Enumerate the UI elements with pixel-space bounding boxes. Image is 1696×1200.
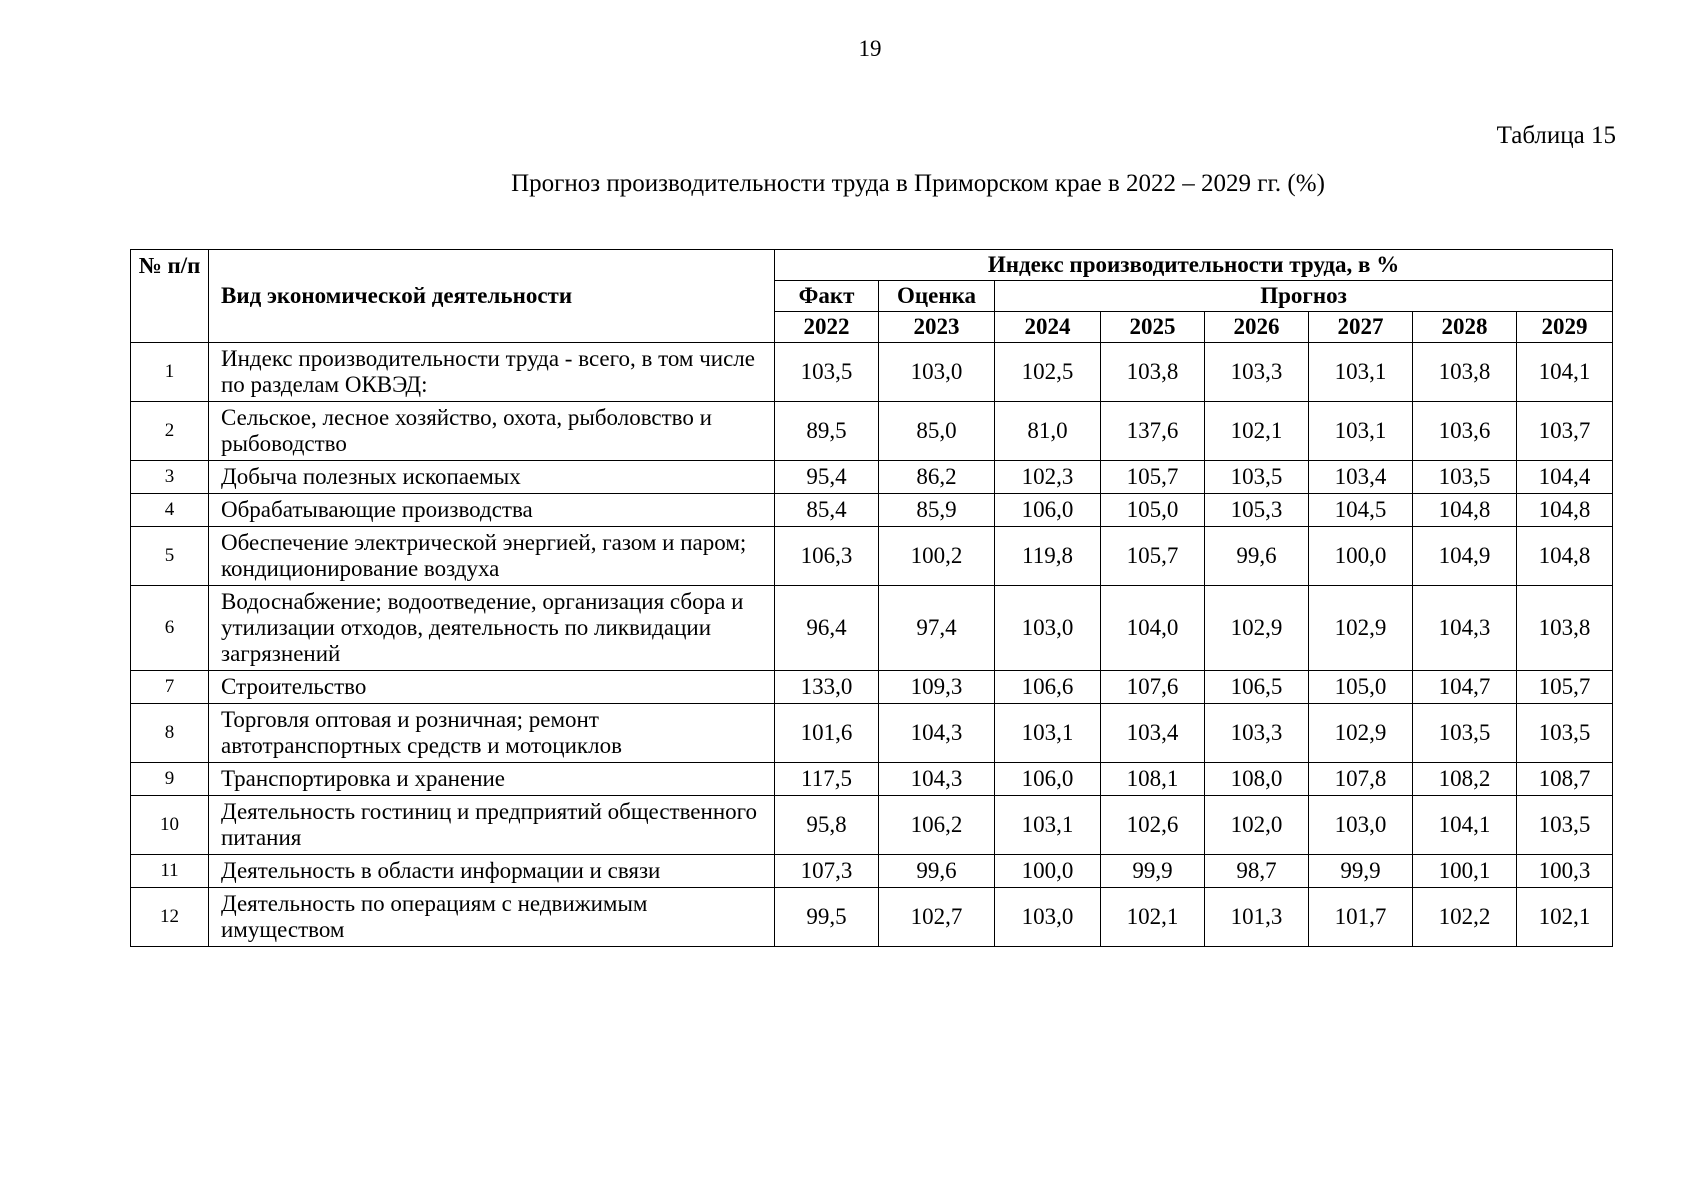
index-value: 81,0 <box>995 402 1101 461</box>
index-value: 109,3 <box>879 671 995 704</box>
index-value: 107,3 <box>775 855 879 888</box>
row-number: 11 <box>131 855 209 888</box>
header-year: 2028 <box>1413 312 1517 343</box>
index-value: 103,3 <box>1205 704 1309 763</box>
index-value: 105,0 <box>1309 671 1413 704</box>
index-value: 89,5 <box>775 402 879 461</box>
table-row <box>131 494 1613 527</box>
index-value: 104,0 <box>1101 586 1205 671</box>
index-value: 99,9 <box>1309 855 1413 888</box>
table-row <box>131 671 1613 704</box>
index-value: 101,3 <box>1205 888 1309 947</box>
header-forecast: Прогноз <box>995 281 1613 312</box>
productivity-table <box>130 249 1613 947</box>
header-no: № п/п <box>131 250 209 343</box>
index-value: 99,6 <box>879 855 995 888</box>
index-value: 96,4 <box>775 586 879 671</box>
row-number: 6 <box>131 586 209 671</box>
activity-name: Водоснабжение; водоотведение, организация сбора и утилизации отходов, деятельность по ликвидации загрязнений <box>209 586 775 671</box>
index-value: 108,7 <box>1517 763 1613 796</box>
index-value: 104,8 <box>1517 494 1613 527</box>
row-number: 9 <box>131 763 209 796</box>
index-value: 102,1 <box>1517 888 1613 947</box>
index-value: 107,8 <box>1309 763 1413 796</box>
index-value: 103,5 <box>775 343 879 402</box>
row-number: 4 <box>131 494 209 527</box>
index-value: 104,3 <box>879 704 995 763</box>
index-value: 104,5 <box>1309 494 1413 527</box>
index-value: 103,0 <box>995 586 1101 671</box>
index-value: 102,3 <box>995 461 1101 494</box>
index-value: 105,7 <box>1101 461 1205 494</box>
index-value: 102,6 <box>1101 796 1205 855</box>
index-value: 133,0 <box>775 671 879 704</box>
header-year: 2022 <box>775 312 879 343</box>
row-number: 7 <box>131 671 209 704</box>
activity-name: Торговля оптовая и розничная; ремонт автотранспортных средств и мотоциклов <box>209 704 775 763</box>
table-row <box>131 402 1613 461</box>
index-value: 95,4 <box>775 461 879 494</box>
row-number: 10 <box>131 796 209 855</box>
header-year: 2025 <box>1101 312 1205 343</box>
index-value: 99,6 <box>1205 527 1309 586</box>
index-value: 103,5 <box>1517 704 1613 763</box>
index-value: 103,5 <box>1413 461 1517 494</box>
table-row <box>131 888 1613 947</box>
index-value: 105,7 <box>1101 527 1205 586</box>
header-row-1 <box>131 250 1613 281</box>
index-value: 103,8 <box>1413 343 1517 402</box>
index-value: 106,3 <box>775 527 879 586</box>
header-activity: Вид экономической деятельности <box>209 250 775 343</box>
table-row <box>131 586 1613 671</box>
index-value: 97,4 <box>879 586 995 671</box>
index-value: 106,2 <box>879 796 995 855</box>
table-row <box>131 343 1613 402</box>
index-value: 102,5 <box>995 343 1101 402</box>
index-value: 108,0 <box>1205 763 1309 796</box>
index-value: 137,6 <box>1101 402 1205 461</box>
index-value: 100,0 <box>995 855 1101 888</box>
activity-name: Транспортировка и хранение <box>209 763 775 796</box>
index-value: 104,3 <box>1413 586 1517 671</box>
index-value: 103,8 <box>1517 586 1613 671</box>
activity-name: Сельское, лесное хозяйство, охота, рыболовство и рыбоводство <box>209 402 775 461</box>
index-value: 103,1 <box>1309 402 1413 461</box>
header-fact: Факт <box>775 281 879 312</box>
row-number: 2 <box>131 402 209 461</box>
header-year: 2024 <box>995 312 1101 343</box>
index-value: 102,9 <box>1205 586 1309 671</box>
index-value: 100,2 <box>879 527 995 586</box>
table-row <box>131 796 1613 855</box>
index-value: 103,0 <box>995 888 1101 947</box>
index-value: 102,2 <box>1413 888 1517 947</box>
index-value: 101,6 <box>775 704 879 763</box>
activity-name: Обрабатывающие производства <box>209 494 775 527</box>
page-number: 19 <box>858 36 882 61</box>
index-value: 104,8 <box>1413 494 1517 527</box>
index-value: 103,1 <box>1309 343 1413 402</box>
index-value: 100,0 <box>1309 527 1413 586</box>
index-value: 102,1 <box>1205 402 1309 461</box>
index-value: 106,5 <box>1205 671 1309 704</box>
index-value: 102,0 <box>1205 796 1309 855</box>
activity-name: Добыча полезных ископаемых <box>209 461 775 494</box>
index-value: 103,4 <box>1101 704 1205 763</box>
row-number: 1 <box>131 343 209 402</box>
header-year: 2026 <box>1205 312 1309 343</box>
table-body <box>131 343 1613 947</box>
index-value: 104,1 <box>1517 343 1613 402</box>
header-year: 2027 <box>1309 312 1413 343</box>
index-value: 102,7 <box>879 888 995 947</box>
index-value: 85,4 <box>775 494 879 527</box>
index-value: 95,8 <box>775 796 879 855</box>
header-year: 2023 <box>879 312 995 343</box>
index-value: 104,9 <box>1413 527 1517 586</box>
index-value: 86,2 <box>879 461 995 494</box>
index-value: 107,6 <box>1101 671 1205 704</box>
activity-name: Деятельность гостиниц и предприятий общественного питания <box>209 796 775 855</box>
index-value: 98,7 <box>1205 855 1309 888</box>
index-value: 103,6 <box>1413 402 1517 461</box>
table-row <box>131 763 1613 796</box>
index-value: 102,9 <box>1309 586 1413 671</box>
index-value: 103,1 <box>995 704 1101 763</box>
index-value: 104,1 <box>1413 796 1517 855</box>
table-header <box>131 250 1613 343</box>
index-value: 103,5 <box>1517 796 1613 855</box>
table-row <box>131 461 1613 494</box>
index-value: 104,4 <box>1517 461 1613 494</box>
index-value: 106,0 <box>995 494 1101 527</box>
index-value: 106,0 <box>995 763 1101 796</box>
index-value: 103,3 <box>1205 343 1309 402</box>
activity-name: Строительство <box>209 671 775 704</box>
index-value: 99,9 <box>1101 855 1205 888</box>
index-value: 103,5 <box>1205 461 1309 494</box>
index-value: 103,0 <box>1309 796 1413 855</box>
index-value: 117,5 <box>775 763 879 796</box>
index-value: 103,0 <box>879 343 995 402</box>
index-value: 101,7 <box>1309 888 1413 947</box>
index-value: 85,0 <box>879 402 995 461</box>
index-value: 103,8 <box>1101 343 1205 402</box>
index-value: 103,1 <box>995 796 1101 855</box>
table-row <box>131 704 1613 763</box>
index-value: 103,7 <box>1517 402 1613 461</box>
header-index-title: Индекс производительности труда, в % <box>775 250 1613 281</box>
index-value: 105,3 <box>1205 494 1309 527</box>
index-value: 105,7 <box>1517 671 1613 704</box>
header-estimate: Оценка <box>879 281 995 312</box>
index-value: 100,1 <box>1413 855 1517 888</box>
index-value: 108,2 <box>1413 763 1517 796</box>
row-number: 12 <box>131 888 209 947</box>
index-value: 108,1 <box>1101 763 1205 796</box>
activity-name: Деятельность в области информации и связи <box>209 855 775 888</box>
row-number: 3 <box>131 461 209 494</box>
index-value: 103,4 <box>1309 461 1413 494</box>
table-row <box>131 527 1613 586</box>
index-value: 102,9 <box>1309 704 1413 763</box>
header-year: 2029 <box>1517 312 1613 343</box>
index-value: 104,7 <box>1413 671 1517 704</box>
index-value: 100,3 <box>1517 855 1613 888</box>
document-title: Прогноз производительности труда в Приморском крае в 2022 – 2029 гг. (%) <box>511 170 1325 197</box>
index-value: 119,8 <box>995 527 1101 586</box>
index-value: 105,0 <box>1101 494 1205 527</box>
index-value: 106,6 <box>995 671 1101 704</box>
index-value: 104,3 <box>879 763 995 796</box>
index-value: 103,5 <box>1413 704 1517 763</box>
index-value: 85,9 <box>879 494 995 527</box>
activity-name: Индекс производительности труда - всего, в том числе по разделам ОКВЭД: <box>209 343 775 402</box>
index-value: 104,8 <box>1517 527 1613 586</box>
row-number: 8 <box>131 704 209 763</box>
index-value: 102,1 <box>1101 888 1205 947</box>
activity-name: Деятельность по операциям с недвижимым имуществом <box>209 888 775 947</box>
table-label: Таблица 15 <box>1496 122 1616 149</box>
row-number: 5 <box>131 527 209 586</box>
table-row <box>131 855 1613 888</box>
index-value: 99,5 <box>775 888 879 947</box>
activity-name: Обеспечение электрической энергией, газом и паром; кондиционирование воздуха <box>209 527 775 586</box>
